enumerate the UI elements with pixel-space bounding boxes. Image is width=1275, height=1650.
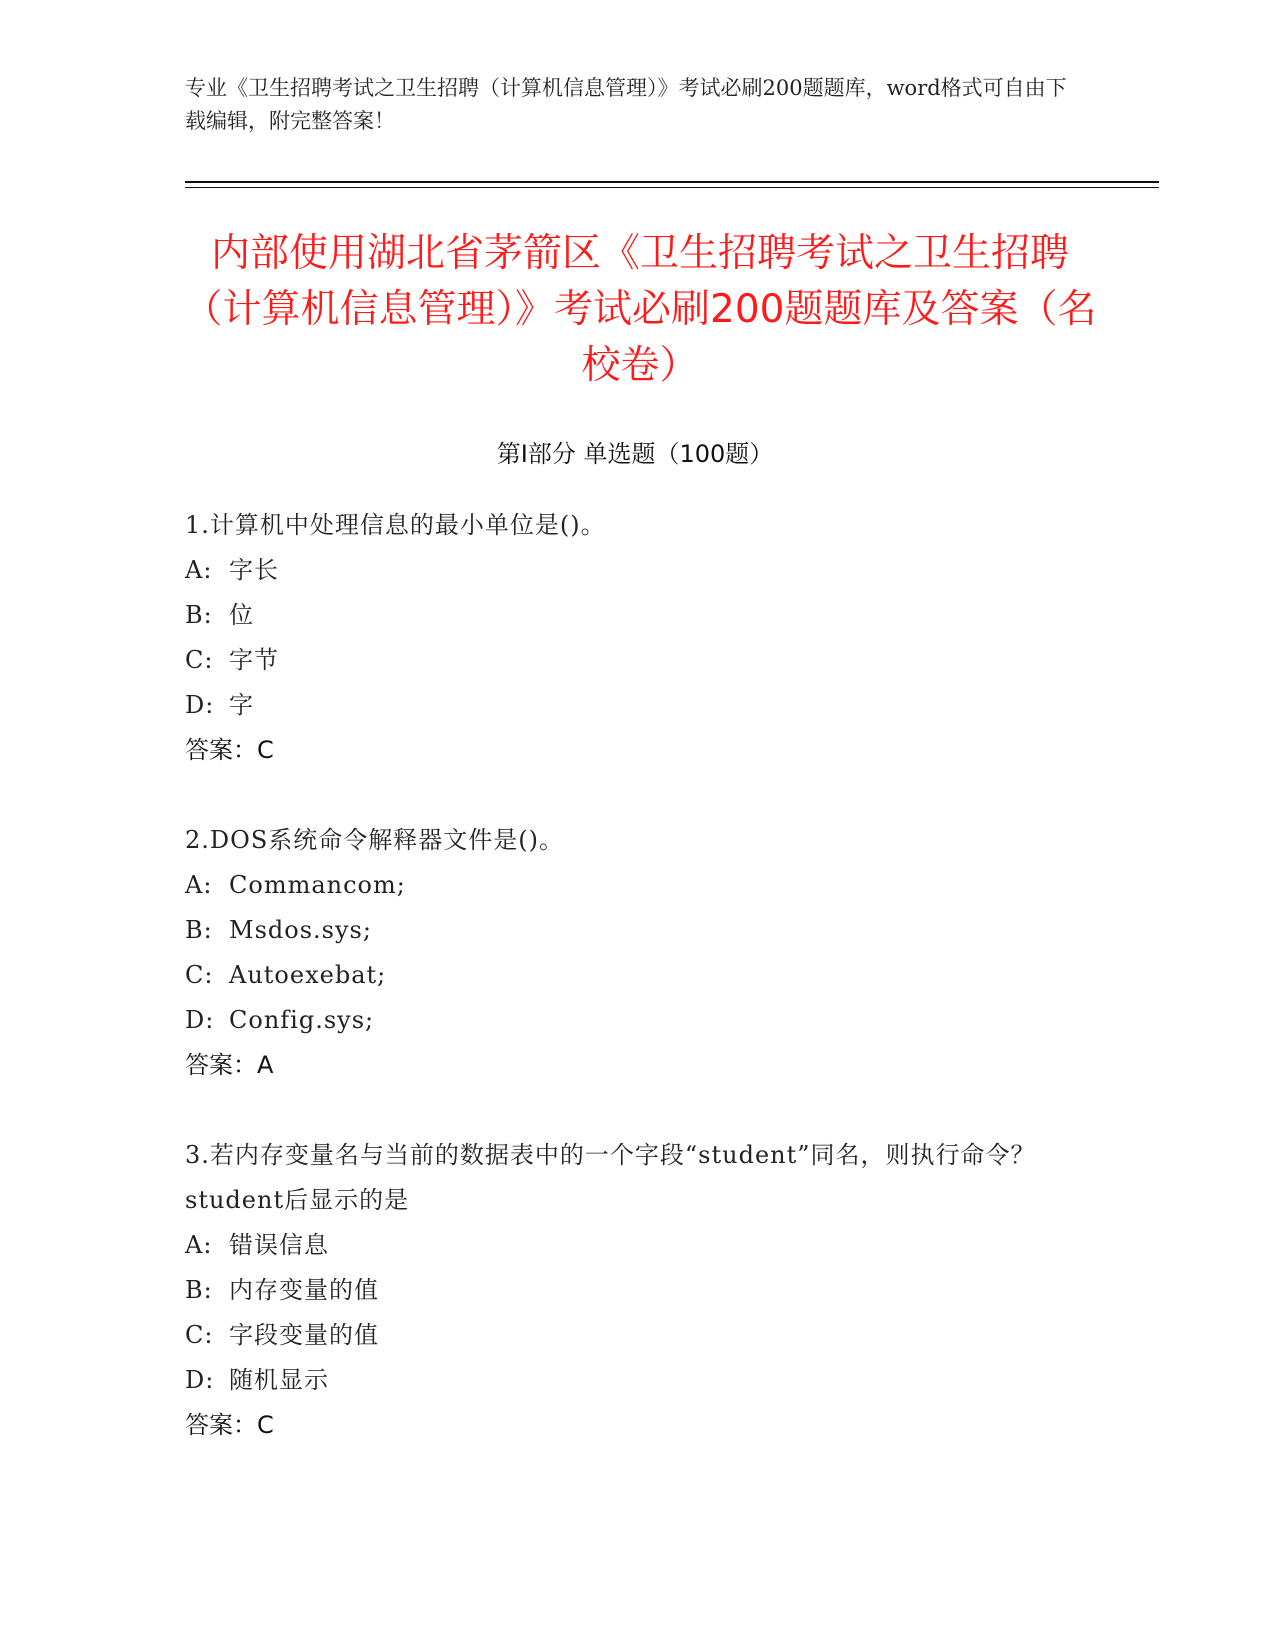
option-key: D:: [185, 691, 215, 719]
option-key: D:: [185, 1366, 215, 1394]
question-block: [185, 503, 1085, 773]
option-text: Commancom;: [229, 871, 406, 899]
question-text: 3.若内存变量名与当前的数据表中的一个字段“student”同名，则执行命令？student后显示的是: [185, 1141, 1036, 1214]
answer-line: 答案：C: [185, 1411, 274, 1439]
question-block: [185, 818, 1085, 1088]
answer-line: 答案：C: [185, 736, 274, 764]
option-d: [185, 1358, 1055, 1403]
option-key: D:: [185, 1006, 215, 1034]
option-text: 位: [229, 601, 254, 629]
question-block: [185, 1133, 1055, 1448]
document-title: 内部使用湖北省茅箭区《卫生招聘考试之卫生招聘（计算机信息管理）》考试必刷200题题库及答案（名校卷）: [183, 231, 1097, 388]
option-key: B:: [185, 601, 213, 629]
option-text: 错误信息: [229, 1231, 329, 1259]
answer-line: 答案：A: [185, 1051, 274, 1079]
option-text: 字: [229, 691, 254, 719]
option-a: [185, 863, 1085, 908]
option-a: [185, 1223, 1055, 1268]
option-c: [185, 638, 1085, 683]
option-b: [185, 1268, 1055, 1313]
option-a: [185, 548, 1085, 593]
option-b: [185, 908, 1085, 953]
header-divider-thick: [185, 181, 1159, 183]
option-key: C:: [185, 1321, 214, 1349]
option-text: 内存变量的值: [229, 1276, 379, 1304]
option-text: 字节: [229, 646, 279, 674]
option-text: Config.sys;: [229, 1006, 375, 1034]
option-key: A:: [185, 871, 213, 899]
option-c: [185, 1313, 1055, 1358]
option-text: Msdos.sys;: [229, 916, 372, 944]
option-text: 随机显示: [229, 1366, 329, 1394]
option-text: 字段变量的值: [229, 1321, 379, 1349]
option-text: Autoexebat;: [229, 961, 387, 989]
option-c: [185, 953, 1085, 998]
section-title: 第Ⅰ部分 单选题（100题）: [496, 440, 774, 468]
question-text: 1.计算机中处理信息的最小单位是()。: [185, 511, 606, 539]
option-d: [185, 998, 1085, 1043]
option-key: B:: [185, 1276, 213, 1304]
option-key: A:: [185, 556, 213, 584]
header-divider-thin: [185, 187, 1159, 188]
option-b: [185, 593, 1085, 638]
question-text: 2.DOS系统命令解释器文件是()。: [185, 826, 564, 854]
option-text: 字长: [229, 556, 279, 584]
option-key: C:: [185, 646, 214, 674]
option-d: [185, 683, 1085, 728]
header-note: 专业《卫生招聘考试之卫生招聘（计算机信息管理）》考试必刷200题题库，word格式可自由下载编辑，附完整答案！: [185, 76, 1067, 133]
option-key: B:: [185, 916, 213, 944]
option-key: C:: [185, 961, 214, 989]
option-key: A:: [185, 1231, 213, 1259]
